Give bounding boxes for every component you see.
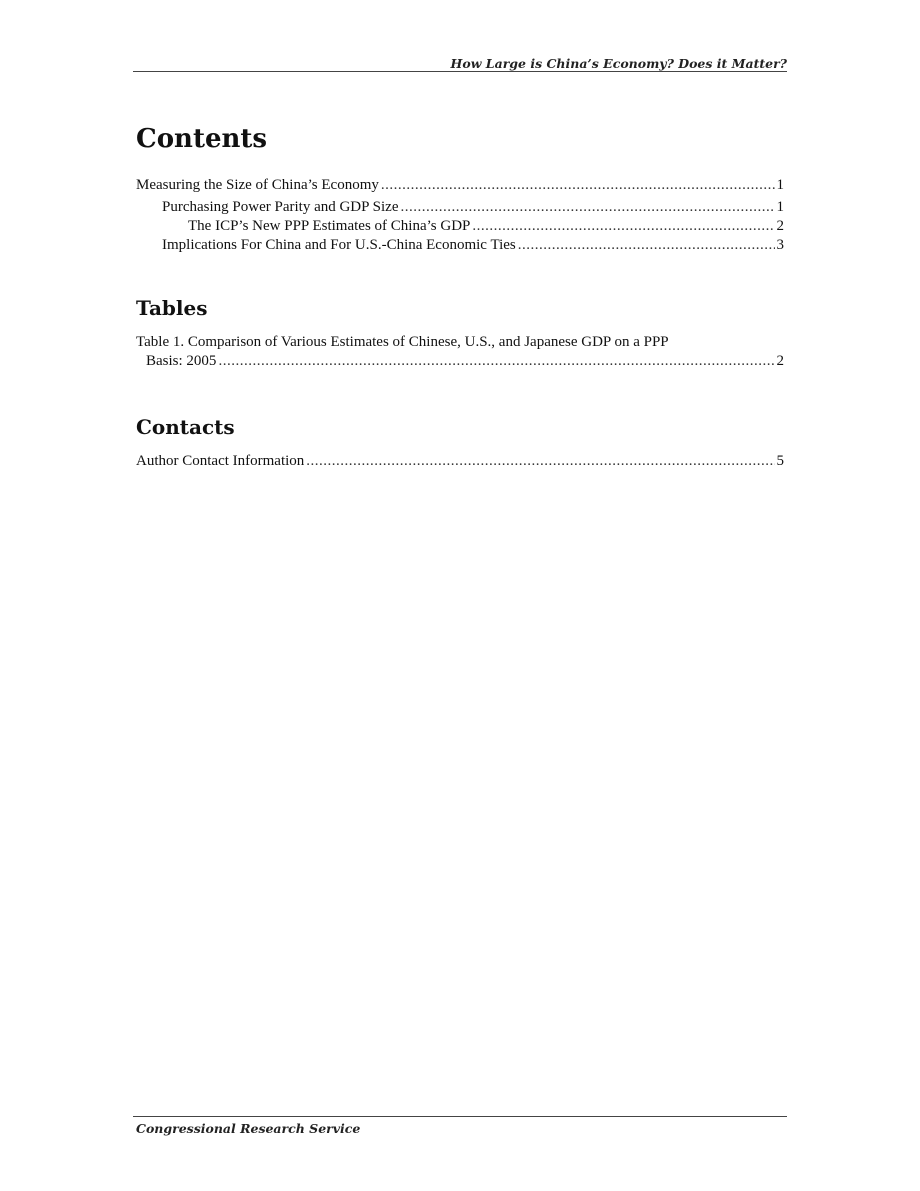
dot-leader: [381, 176, 775, 195]
contacts-heading: Contacts: [136, 415, 235, 439]
contacts-list: [136, 452, 784, 471]
toc-page-number: 3: [776, 237, 784, 253]
dot-leader: [401, 198, 775, 217]
toc-entry-text: Purchasing Power Parity and GDP Size: [162, 199, 399, 215]
toc-entry-text-line2: Basis: 2005: [146, 353, 217, 369]
toc-entry-text: Author Contact Information: [136, 453, 305, 469]
contents-list: [136, 176, 784, 255]
toc-entry-icp-ppp-estimates[interactable]: [136, 217, 784, 236]
tables-heading: Tables: [136, 296, 208, 320]
toc-entry-text: The ICP’s New PPP Estimates of China’s GDP: [188, 218, 471, 234]
toc-entry-text-line1: Table 1. Comparison of Various Estimates of Chinese, U.S., and Japanese GDP on a PPP: [136, 334, 669, 350]
toc-page-number: 2: [776, 353, 784, 369]
toc-page-number: 5: [776, 453, 784, 469]
dot-leader: [306, 452, 774, 471]
tables-list: [136, 333, 784, 371]
dot-leader: [472, 217, 774, 236]
header-rule: [133, 71, 787, 72]
toc-page-number: 1: [776, 177, 784, 193]
toc-page-number: 1: [776, 199, 784, 215]
toc-entry-table-1[interactable]: [136, 333, 784, 371]
toc-entry-author-contact[interactable]: [136, 452, 784, 471]
toc-entry-measuring-size[interactable]: [136, 176, 784, 195]
toc-page-number: 2: [776, 218, 784, 234]
dot-leader: [218, 352, 774, 371]
footer-rule: [133, 1116, 787, 1117]
toc-entry-text: Implications For China and For U.S.-China Economic Ties: [162, 237, 516, 253]
toc-entry-implications[interactable]: [136, 236, 784, 255]
contents-heading: Contents: [136, 124, 268, 154]
running-header-title: How Large is China’s Economy? Does it Matter?: [450, 56, 787, 71]
running-footer-organization: Congressional Research Service: [136, 1121, 361, 1136]
toc-entry-text: Measuring the Size of China’s Economy: [136, 177, 379, 193]
toc-entry-ppp-gdp-size[interactable]: [136, 198, 784, 217]
dot-leader: [518, 236, 775, 255]
